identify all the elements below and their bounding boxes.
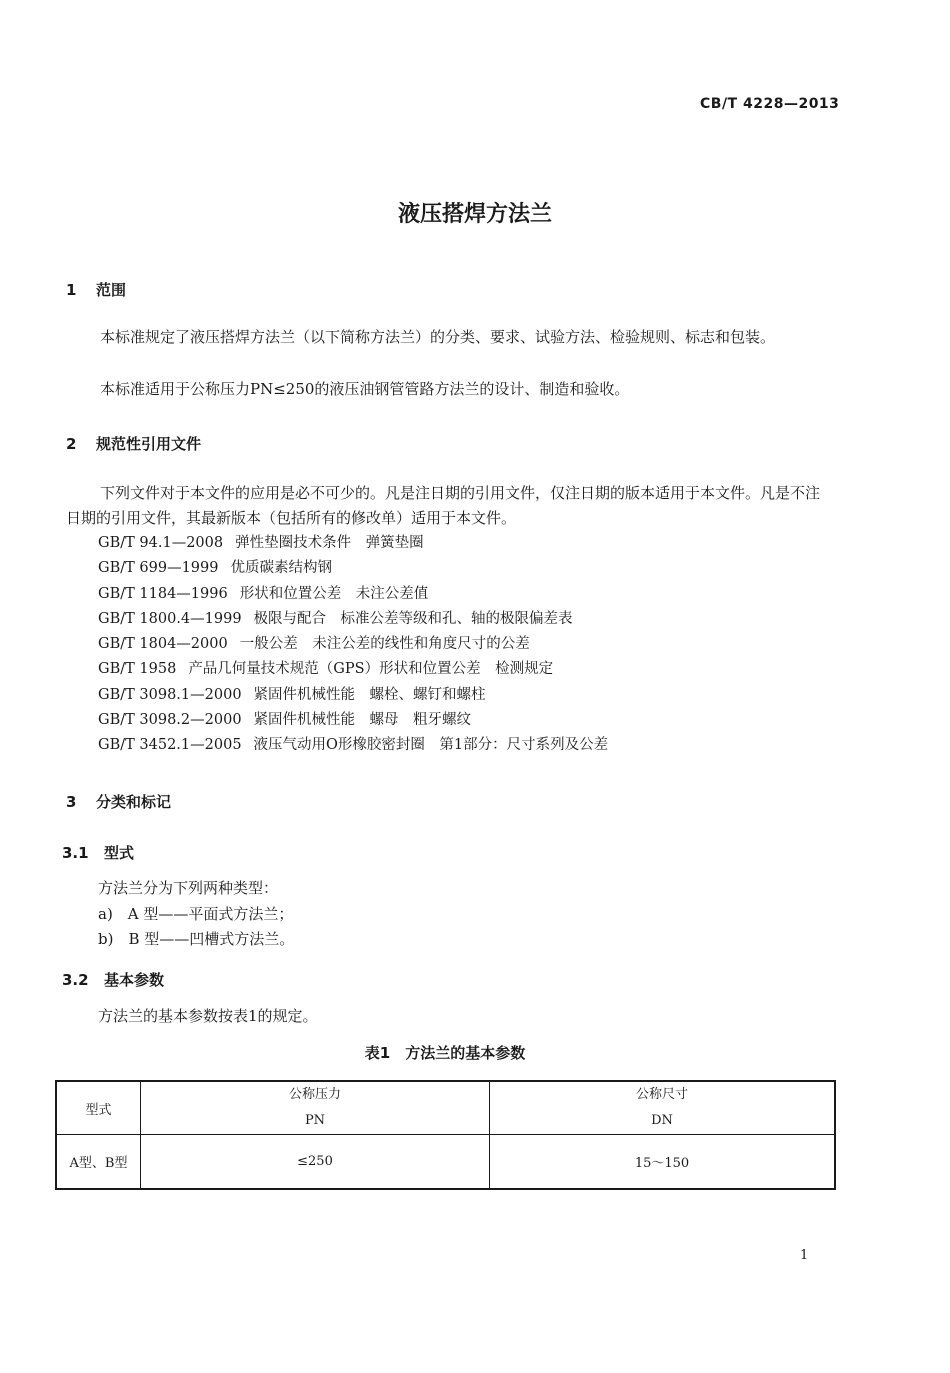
section-number: 3.2 (62, 971, 89, 989)
reference-code: GB/T 1958 (98, 661, 177, 678)
document-title: 液压搭焊方法兰 (397, 202, 552, 227)
section-title: 规范性引用文件 (96, 435, 202, 453)
section-number: 3.1 (62, 844, 89, 862)
section-3-2-text: 方法兰的基本参数按表1的规定。 (98, 1007, 318, 1025)
section-title: 型式 (104, 844, 135, 862)
reference-code: GB/T 699—1999 (98, 560, 219, 577)
section-1-paragraph-1: 本标准规定了液压搭焊方法兰（以下简称方法兰）的分类、要求、试验方法、检验规则、标志和包装。 (100, 328, 776, 346)
reference-title: 弹性垫圈技术条件 弹簧垫圈 (235, 535, 424, 551)
reference-code: GB/T 1184—1996 (98, 585, 228, 602)
reference-item (98, 582, 608, 607)
cell-type: A型、B型 (56, 1135, 141, 1190)
reference-item (98, 531, 608, 556)
reference-title: 优质碳素结构钢 (230, 560, 332, 577)
reference-code: GB/T 3098.2—2000 (98, 712, 242, 729)
table-row (56, 1135, 835, 1190)
reference-title: 极限与配合 标准公差等级和孔、轴的极限偏差表 (253, 610, 573, 627)
reference-item (98, 607, 608, 632)
type-list (98, 902, 294, 952)
section-title: 范围 (96, 281, 127, 299)
reference-item (98, 657, 608, 682)
reference-code: GB/T 3098.1—2000 (98, 686, 242, 703)
section-2-intro: 下列文件对于本文件的应用是必不可少的。凡是注日期的引用文件，仅注日期的版本适用于本文件。凡是不注日期的引用文件，其最新版本（包括所有的修改单）适用于本文件。 (66, 484, 821, 527)
reference-title: 紧固件机械性能 螺母 粗牙螺纹 (253, 712, 472, 729)
section-3-2-heading (62, 969, 164, 990)
section-number: 2 (66, 435, 77, 453)
reference-item (98, 556, 608, 581)
page-number: 1 (800, 1248, 809, 1263)
reference-title: 紧固件机械性能 螺栓、螺钉和螺柱 (253, 686, 486, 703)
header-pressure (141, 1081, 490, 1135)
section-3-heading (66, 791, 171, 812)
section-3-1-heading (62, 842, 134, 863)
section-2-heading (66, 433, 201, 454)
standard-code: CB/T 4228—2013 (700, 96, 840, 112)
reference-code: GB/T 94.1—2008 (98, 535, 224, 551)
list-item: b) B 型——凹槽式方法兰。 (98, 930, 295, 948)
table-title: 表1 方法兰的基本参数 (364, 1044, 526, 1062)
header-size (490, 1081, 836, 1135)
basic-parameters-table (55, 1080, 836, 1190)
section-3-1-intro: 方法兰分为下列两种类型： (98, 879, 279, 897)
header-size-symbol: DN (651, 1113, 673, 1128)
cell-size: 15～150 (490, 1135, 836, 1190)
table-header-row (56, 1081, 835, 1135)
header-type: 型式 (56, 1081, 141, 1135)
section-number: 1 (66, 281, 77, 299)
section-1-heading (66, 279, 126, 300)
reference-title: 产品几何量技术规范（GPS）形状和位置公差 检测规定 (188, 661, 554, 678)
reference-list (98, 531, 608, 759)
header-size-name: 公称尺寸 (635, 1087, 688, 1102)
header-pressure-symbol: PN (304, 1113, 326, 1128)
reference-item (98, 632, 608, 657)
section-title: 分类和标记 (96, 793, 172, 811)
reference-code: GB/T 3452.1—2005 (98, 737, 242, 754)
section-title: 基本参数 (104, 971, 165, 989)
cell-pressure: ≤250 (141, 1135, 490, 1190)
reference-title: 形状和位置公差 未注公差值 (239, 585, 429, 602)
reference-item (98, 683, 608, 708)
list-item: a) A 型——平面式方法兰； (98, 905, 294, 923)
reference-title: 液压气动用O形橡胶密封圈 第1部分：尺寸系列及公差 (253, 737, 609, 754)
reference-title: 一般公差 未注公差的线性和角度尺寸的公差 (239, 636, 530, 653)
reference-code: GB/T 1800.4—1999 (98, 610, 242, 627)
reference-item (98, 733, 608, 758)
header-pressure-name: 公称压力 (288, 1087, 341, 1102)
section-1-paragraph-2: 本标准适用于公称压力PN≤250的液压油钢管管路方法兰的设计、制造和验收。 (100, 380, 630, 398)
reference-item (98, 708, 608, 733)
section-number: 3 (66, 793, 77, 811)
reference-code: GB/T 1804—2000 (98, 636, 228, 653)
